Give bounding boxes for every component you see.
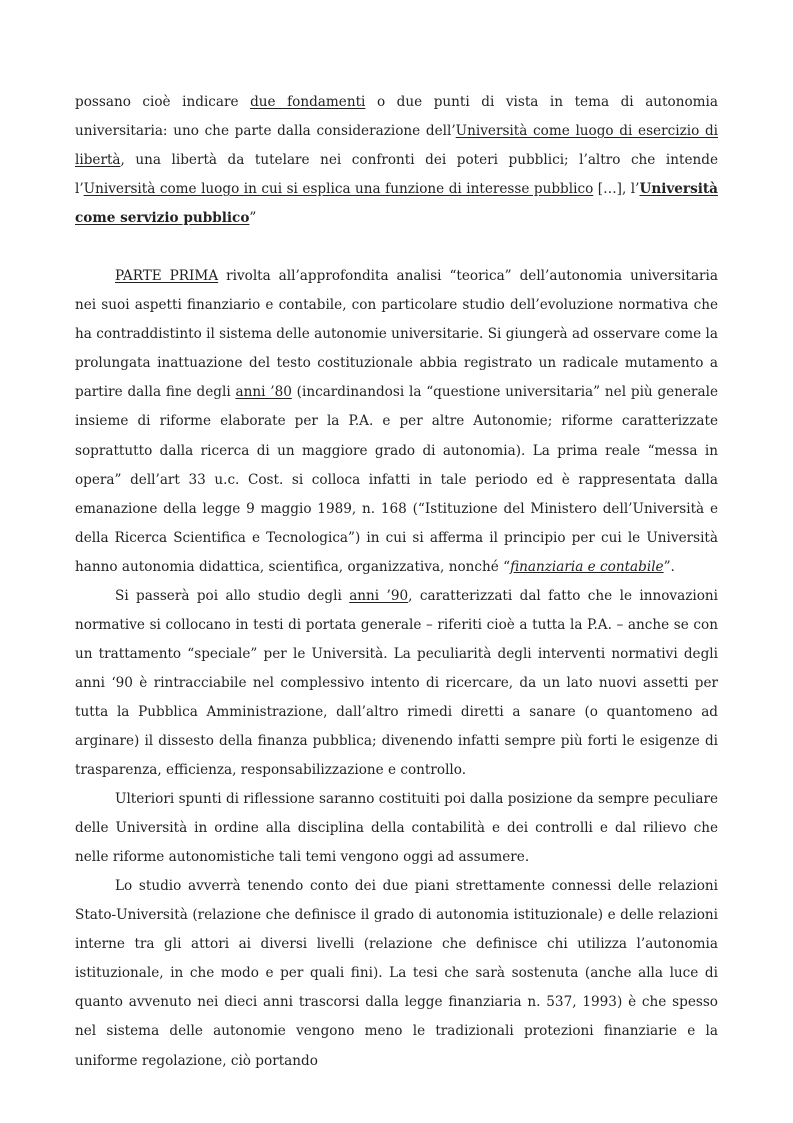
- underlined-phrase: due fondamenti: [250, 94, 366, 110]
- text-run: , una libertà da tutelare nei confronti dei poteri pubblici; l’altro che intende l’: [75, 152, 718, 198]
- text-run: ”: [249, 210, 257, 227]
- text-run: Si passerà poi allo studio degli: [115, 587, 350, 604]
- underlined-phrase: anni ’90: [349, 587, 409, 604]
- paragraph-parte-prima: [75, 262, 718, 582]
- paragraph-lo-studio: [75, 872, 718, 1075]
- text-run: Lo studio avverrà tenendo conto dei due piani strettamente connessi delle relazioni Stato-Università (relazione che definisce il grado di autonomia istituzionale) e delle relazioni interne tra gli attori ai diversi livelli (relazione che definisce chi utilizza l’autonomia istituzionale, in che modo e per quali fini). La tesi che sarà sostenuta (anche alla luce di quanto avvenuto nei dieci anni trascorsi dalla legge finanziaria n. 537, 1993) è che spesso nel sistema delle autonomie vengono meno le tradizionali protezioni finanziarie e la uniforme regolazione, ciò portando: [75, 878, 718, 1069]
- text-run: possano cioè indicare: [75, 94, 251, 110]
- text-run: o due punti di vista in tema di autonomia universitaria: uno che parte dalla considerazione dell’: [75, 94, 718, 140]
- section-heading-inline: PARTE PRIMA: [115, 268, 219, 285]
- text-run: rivolta all’approfondita analisi “teorica” dell’autonomia universitaria nei suoi aspetti finanziario e contabile, con particolare studio dell’evoluzione normativa che ha contraddistinto il sistema delle autonomie universitarie. Si giungerà ad osservare come la prolungata inattuazione del testo costituzionale abbia registrato un radicale mutamento a partire dalla fine degli: [75, 268, 719, 401]
- text-run: ”.: [663, 558, 675, 575]
- bold-underlined-phrase: Università come servizio pubblico: [75, 181, 718, 227]
- paragraph-quote-continuation: [75, 88, 718, 233]
- document-page: [75, 88, 718, 1076]
- text-run: […], l’: [593, 181, 640, 198]
- text-run: , caratterizzati dal fatto che le innovazioni normative si collocano in testi di portata generale – riferiti cioè a tutta la P.A. – anche se con un trattamento “speciale” per le Università. La peculiarità degli interventi normativi degli anni ‘90 è rintracciabile nel complessivo intento di ricercare, da un lato nuovi assetti per tutta la Pubblica Amministrazione, dall’altro rimedi diretti a sanare (o quantomeno ad arginare) il dissesto della finanza pubblica; divenendo infatti sempre più forti le esigenze di trasparenza, efficienza, responsabilizzazione e controllo.: [75, 587, 719, 779]
- paragraph-anni-90: [75, 582, 718, 785]
- italic-underlined-phrase: finanziaria e contabile: [510, 558, 664, 575]
- text-run: (incardinandosi la “questione universitaria” nel più generale insieme di riforme elaborate per la P.A. e per altre Autonomie; riforme caratterizzate soprattutto dalla ricerca di un maggiore grado di autonomia). La prima reale “messa in opera” dell’art 33 u.c. Cost. si colloca infatti in tale periodo ed è rappresentata dalla emanazione della legge 9 maggio 1989, n. 168 (“Istituzione del Ministero dell’Università e della Ricerca Scientifica e Tecnologica”) in cui si afferma il principio per cui le Università hanno autonomia didattica, scientifica, organizzativa, nonché “: [75, 384, 719, 575]
- text-run: Ulteriori spunti di riflessione saranno costituiti poi dalla posizione da sempre peculiare delle Università in ordine alla disciplina della contabilità e dei controlli e dal rilievo che nelle riforme autonomistiche tali temi vengono oggi ad assumere.: [75, 791, 718, 866]
- paragraph-ulteriori-spunti: [75, 785, 718, 872]
- underlined-phrase: Università come luogo di esercizio di libertà: [75, 123, 718, 169]
- underlined-phrase: anni ’80: [235, 384, 292, 401]
- underlined-phrase: Università come luogo in cui si esplica una funzione di interesse pubblico: [83, 181, 594, 198]
